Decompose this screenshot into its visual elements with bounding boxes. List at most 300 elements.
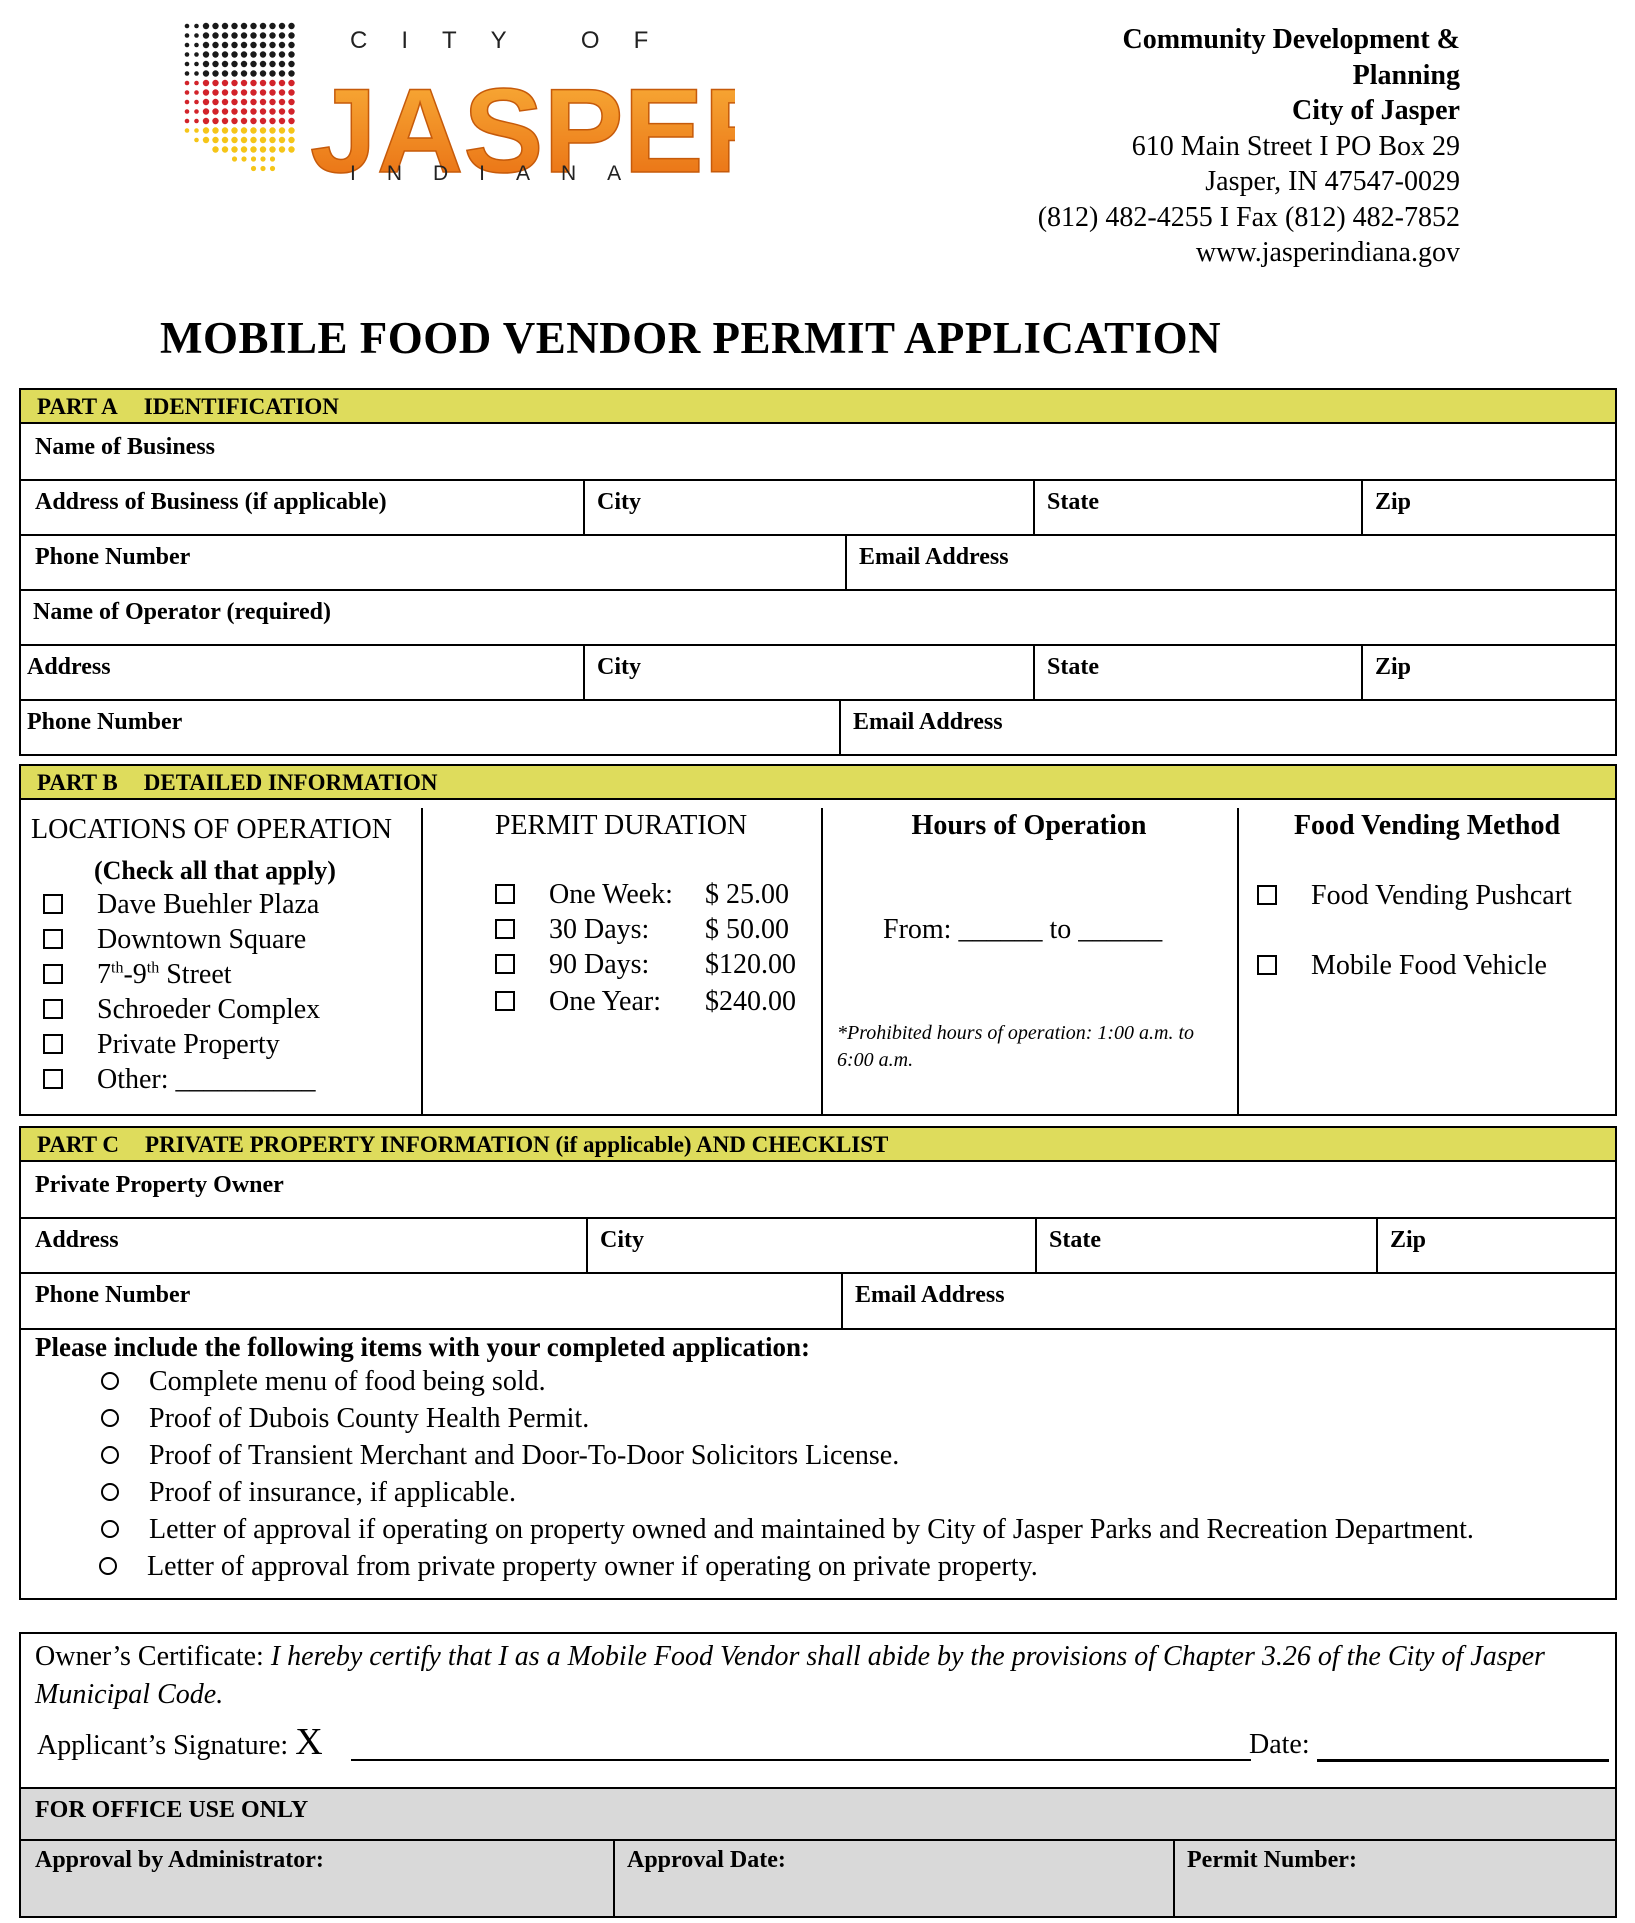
business-city-field[interactable]: City [597, 489, 641, 515]
logo-dot [231, 99, 237, 105]
logo-dot [185, 43, 190, 48]
location-label-street-prefix: 7 [97, 959, 111, 990]
radio-circle-icon[interactable] [101, 1409, 119, 1427]
logo-dot [222, 70, 228, 76]
logo-dot [231, 42, 237, 48]
checkbox-icon[interactable] [495, 919, 515, 939]
logo-dot [250, 108, 256, 114]
location-label-sup: th [146, 959, 160, 977]
logo-dot [185, 90, 190, 95]
operator-zip-field[interactable]: Zip [1375, 654, 1412, 680]
part-b-header [21, 766, 1615, 800]
checkbox-icon[interactable] [43, 1069, 63, 1089]
logo-dot [203, 118, 209, 124]
logo-dot [241, 51, 247, 57]
business-address-field[interactable]: Address of Business (if applicable) [35, 489, 387, 515]
checkbox-icon[interactable] [495, 991, 515, 1011]
logo-dot [250, 89, 256, 95]
checklist-item-label: Complete menu of food being sold. [149, 1366, 546, 1397]
logo-dot [260, 137, 266, 143]
business-state-field[interactable]: State [1047, 489, 1099, 515]
logo-dot [241, 80, 247, 86]
logo-dot [269, 127, 275, 133]
business-zip-field[interactable]: Zip [1375, 489, 1412, 515]
logo-dot [194, 62, 199, 67]
logo-dot [260, 61, 266, 67]
logo-dot [288, 89, 294, 95]
logo-dot [279, 99, 285, 105]
business-name-field[interactable]: Name of Business [35, 434, 216, 460]
logo-dot [279, 89, 285, 95]
logo-dot [279, 80, 285, 86]
logo-dot [269, 146, 275, 152]
logo-dot [222, 32, 228, 38]
method-label: Food Vending Pushcart [1311, 880, 1572, 911]
logo-dot [222, 99, 228, 105]
logo-dot [222, 146, 228, 152]
logo-dot [241, 32, 247, 38]
logo-dot [288, 51, 294, 57]
logo-dot [222, 118, 228, 124]
logo-dot [288, 42, 294, 48]
org-website[interactable]: www.jasperindiana.gov [1195, 237, 1460, 268]
logo-dot [185, 100, 190, 105]
logo-dot [279, 61, 285, 67]
logo-dot [260, 108, 266, 114]
logo-dot [250, 42, 256, 48]
logo-dot [222, 137, 228, 143]
logo-dot [185, 52, 190, 57]
logo-dot [231, 137, 237, 143]
logo-dot [241, 156, 246, 161]
logo-dot [194, 52, 199, 57]
logo-dot [231, 61, 237, 67]
logo-dot [231, 108, 237, 114]
logo-dot [212, 146, 218, 152]
logo-dot [288, 80, 294, 86]
logo-dot [269, 32, 275, 38]
logo-dot [270, 166, 275, 171]
duration-label: One Week: [549, 879, 673, 910]
part-b-section [19, 764, 1617, 1116]
checkbox-icon[interactable] [43, 964, 63, 984]
certificate-text: I hereby certify that I as a Mobile Food Vendor shall abide by the provisions of Chapter 3.26 of the City of Jasper Municipal Code. [35, 1641, 1545, 1710]
logo-dot [185, 33, 190, 38]
part-c-label: PART C [37, 1132, 120, 1157]
logo-dot [185, 81, 190, 86]
logo-dot [203, 80, 209, 86]
logo-dot [250, 23, 256, 29]
logo-dot [231, 89, 237, 95]
logo-main-text: JASPE [310, 64, 704, 198]
location-option-schroeder-complex[interactable] [43, 994, 320, 1026]
duration-option-one-week[interactable] [495, 879, 789, 911]
logo-dot [241, 127, 247, 133]
method-heading: Food Vending Method [1293, 810, 1561, 841]
logo-dot [288, 127, 294, 133]
location-label: Street [166, 959, 232, 990]
certificate-label: Owner’s Certificate: [35, 1641, 264, 1672]
duration-label: 30 Days: [549, 914, 650, 945]
location-label: Downtown Square [97, 924, 307, 955]
logo-dot [279, 146, 285, 152]
checklist-item[interactable] [101, 1403, 589, 1435]
logo-dot [203, 61, 209, 67]
checklist-item[interactable] [99, 1551, 1038, 1583]
logo-dot [279, 42, 285, 48]
logo-dot [279, 118, 285, 124]
logo-dot [231, 70, 237, 76]
permit-number-field[interactable]: Permit Number: [1187, 1847, 1357, 1873]
logo-dot [250, 127, 256, 133]
logo-dot [269, 23, 275, 29]
radio-circle-icon[interactable] [101, 1372, 119, 1390]
logo-dot [231, 51, 237, 57]
signature-line[interactable] [351, 1759, 1251, 1761]
logo-dot [212, 23, 218, 29]
logo-dot [260, 80, 266, 86]
location-label: Other: __________ [97, 1064, 316, 1095]
logo-dot [288, 61, 294, 67]
duration-option-90-days[interactable] [495, 949, 796, 981]
logo-dot [269, 80, 275, 86]
checklist-item-label: Proof of insurance, if applicable. [149, 1477, 516, 1508]
duration-price: $240.00 [705, 986, 796, 1017]
logo-dot [260, 70, 266, 76]
logo-dot [231, 32, 237, 38]
logo-dot [260, 118, 266, 124]
radio-circle-icon[interactable] [101, 1483, 119, 1501]
date-line[interactable] [1317, 1759, 1609, 1762]
logo-dot [241, 146, 247, 152]
logo-dot [288, 118, 294, 124]
org-line: Community Development & [1122, 24, 1460, 55]
logo-dot [279, 51, 285, 57]
logo-dot [260, 23, 266, 29]
logo-dot [269, 99, 275, 105]
certificate-section [19, 1632, 1617, 1918]
checkbox-icon[interactable] [495, 954, 515, 974]
logo-dot [194, 24, 199, 29]
logo-dot [222, 42, 228, 48]
logo-dot [269, 118, 275, 124]
city-logo [175, 20, 735, 220]
part-b-title: DETAILED INFORMATION [143, 770, 438, 795]
logo-dot [194, 119, 199, 124]
checklist-item-label: Letter of approval from private property owner if operating on private property. [147, 1551, 1038, 1582]
duration-option-30-days[interactable] [495, 914, 789, 946]
logo-dot-map-icon [185, 23, 295, 171]
logo-dot [269, 42, 275, 48]
logo-dot [203, 137, 209, 143]
logo-dot [260, 156, 265, 161]
logo-dot [185, 62, 190, 67]
logo-dot [194, 100, 199, 105]
checkbox-icon[interactable] [1257, 955, 1277, 975]
location-label: Private Property [97, 1029, 280, 1060]
logo-dot [203, 51, 209, 57]
checkbox-icon[interactable] [43, 929, 63, 949]
checkbox-icon[interactable] [1257, 885, 1277, 905]
property-address-field[interactable]: Address [35, 1227, 119, 1253]
logo-dot [203, 32, 209, 38]
logo-dot [270, 156, 275, 161]
logo-dot [250, 70, 256, 76]
logo-dot [250, 146, 256, 152]
logo-dot [222, 127, 228, 133]
property-phone-field[interactable]: Phone Number [35, 1282, 191, 1308]
location-option-private-property[interactable] [43, 1029, 280, 1061]
part-a-header [21, 390, 1615, 424]
logo-dot [279, 23, 285, 29]
logo-dot [260, 99, 266, 105]
logo-dot [222, 23, 228, 29]
logo-dot [203, 99, 209, 105]
logo-dot [231, 146, 237, 152]
logo-dot [269, 137, 275, 143]
operator-phone-field[interactable]: Phone Number [27, 709, 183, 735]
logo-dot [288, 23, 294, 29]
duration-price: $ 50.00 [705, 914, 789, 945]
location-label-street-mid: -9 [123, 959, 147, 990]
logo-dot [212, 80, 218, 86]
logo-dot [241, 99, 247, 105]
location-label-sup: th [111, 959, 124, 977]
logo-dot [251, 156, 256, 161]
logo-dot [212, 51, 218, 57]
checklist-item[interactable] [101, 1477, 516, 1509]
logo-dot [288, 146, 294, 152]
duration-label: One Year: [549, 986, 661, 1017]
logo-dot [194, 90, 199, 95]
logo-dot [241, 61, 247, 67]
logo-dot [231, 118, 237, 124]
logo-dot [260, 51, 266, 57]
logo-dot [288, 137, 294, 143]
method-option-mobile-vehicle[interactable] [1257, 950, 1547, 982]
location-label: Dave Buehler Plaza [97, 889, 320, 920]
checklist-item[interactable] [101, 1514, 1474, 1546]
logo-dot [260, 166, 265, 171]
checkbox-icon[interactable] [43, 999, 63, 1019]
logo-dot [203, 70, 209, 76]
logo-dot [212, 70, 218, 76]
logo-dot [241, 89, 247, 95]
logo-dot [194, 81, 199, 86]
logo-dot [269, 89, 275, 95]
logo-dot [194, 71, 199, 76]
logo-dot [212, 127, 218, 133]
checklist-intro: Please include the following items with your completed application: [35, 1332, 810, 1362]
logo-dot [203, 42, 209, 48]
logo-dot [279, 127, 285, 133]
duration-option-one-year[interactable] [495, 986, 796, 1018]
logo-dot [269, 61, 275, 67]
logo-dot [222, 108, 228, 114]
logo-dot [241, 42, 247, 48]
logo-dot [241, 118, 247, 124]
logo-dot [222, 61, 228, 67]
business-email-field[interactable]: Email Address [859, 544, 1009, 570]
office-use-heading: FOR OFFICE USE ONLY [35, 1797, 309, 1823]
operator-name-field[interactable]: Name of Operator (required) [33, 599, 331, 625]
org-address-block [1038, 22, 1460, 271]
logo-dot [251, 166, 256, 171]
property-email-field[interactable]: Email Address [855, 1282, 1005, 1308]
logo-dot [212, 32, 218, 38]
org-line: 610 Main Street I PO Box 29 [1131, 130, 1460, 162]
office-use-header [21, 1787, 1615, 1841]
checklist-item-label: Proof of Transient Merchant and Door-To-Door Solicitors License. [149, 1440, 900, 1471]
logo-dot [269, 70, 275, 76]
logo-dot [185, 128, 190, 133]
logo-dot [250, 80, 256, 86]
logo-dot [212, 99, 218, 105]
logo-dot [279, 32, 285, 38]
logo-dot [279, 108, 285, 114]
logo-dot [241, 70, 247, 76]
property-state-field[interactable]: State [1049, 1227, 1101, 1253]
logo-dot [241, 23, 247, 29]
logo-dot [231, 127, 237, 133]
logo-dot [212, 42, 218, 48]
hours-note: *Prohibited hours of operation: 1:00 a.m. to 6:00 a.m. [837, 1022, 1195, 1071]
logo-dot [260, 42, 266, 48]
duration-label: 90 Days: [549, 949, 650, 980]
logo-dot [241, 108, 247, 114]
logo-dot [288, 108, 294, 114]
logo-dot [222, 80, 228, 86]
logo-dot [185, 24, 190, 29]
org-line: Planning [1352, 59, 1460, 91]
logo-dot [260, 89, 266, 95]
logo-dot [194, 43, 199, 48]
logo-dot [288, 99, 294, 105]
checklist-item-label: Proof of Dubois County Health Permit. [149, 1403, 590, 1434]
logo-dot [260, 127, 266, 133]
date-label: Date: [1249, 1729, 1310, 1760]
locations-heading: LOCATIONS OF OPERATION [31, 814, 392, 845]
operator-city-field[interactable]: City [597, 654, 641, 680]
logo-dot [279, 137, 285, 143]
logo-dot [250, 32, 256, 38]
org-line: City of Jasper [1292, 95, 1460, 126]
logo-dot [212, 89, 218, 95]
logo-dot [203, 108, 209, 114]
checkbox-icon[interactable] [43, 894, 63, 914]
checklist-item-label: Letter of approval if operating on property owned and maintained by City of Jasper Parks and Recreation Department. [149, 1514, 1474, 1545]
checkbox-icon[interactable] [495, 884, 515, 904]
radio-circle-icon[interactable] [101, 1520, 119, 1538]
hours-heading: Hours of Operation [911, 810, 1147, 841]
logo-dot [203, 89, 209, 95]
logo-dot [250, 61, 256, 67]
logo-dot [269, 108, 275, 114]
signature-mark: X [295, 1721, 323, 1763]
approval-date-field[interactable]: Approval Date: [627, 1847, 786, 1873]
location-option-dave-buehler-plaza[interactable] [43, 889, 319, 921]
checkbox-icon[interactable] [43, 1034, 63, 1054]
location-option-7th-9th-street[interactable] [43, 959, 232, 991]
part-a-section [19, 388, 1617, 756]
logo-dot [203, 23, 209, 29]
part-b-label: PART B [37, 770, 118, 795]
property-zip-field[interactable]: Zip [1390, 1227, 1427, 1253]
logo-dot [232, 156, 237, 161]
property-owner-field[interactable]: Private Property Owner [35, 1172, 284, 1198]
logo-dot [185, 119, 190, 124]
duration-price: $ 25.00 [705, 879, 789, 910]
signature-label: Applicant’s Signature: [37, 1730, 289, 1761]
logo-dot [203, 127, 209, 133]
page-title: MOBILE FOOD VENDOR PERMIT APPLICATION [160, 313, 1222, 363]
location-label: Schroeder Complex [97, 994, 321, 1025]
logo-dot [212, 137, 218, 143]
radio-circle-icon[interactable] [101, 1446, 119, 1464]
org-line: Jasper, IN 47547-0029 [1205, 166, 1460, 197]
logo-dot [194, 33, 199, 38]
logo-dot [194, 138, 199, 143]
org-line: (812) 482-4255 I Fax (812) 482-7852 [1037, 201, 1460, 233]
office-use-row [21, 1841, 1615, 1916]
logo-dot [269, 51, 275, 57]
radio-circle-icon[interactable] [99, 1557, 117, 1575]
logo-dot [288, 32, 294, 38]
part-c-header [21, 1128, 1615, 1162]
logo-dot [222, 89, 228, 95]
method-option-pushcart[interactable] [1257, 880, 1572, 912]
operator-state-field[interactable]: State [1047, 654, 1099, 680]
signature-row [37, 1720, 323, 1764]
logo-dot [212, 61, 218, 67]
logo-dot [212, 108, 218, 114]
logo-dot [250, 137, 256, 143]
part-c-title: PRIVATE PROPERTY INFORMATION (if applicable) AND CHECKLIST [145, 1132, 889, 1157]
property-city-field[interactable]: City [600, 1227, 644, 1253]
operator-email-field[interactable]: Email Address [853, 709, 1003, 735]
business-phone-field[interactable]: Phone Number [35, 544, 191, 570]
logo-dot [194, 109, 199, 114]
operator-address-field[interactable]: Address [27, 654, 111, 680]
hours-from-to-field[interactable]: From: ______ to ______ [883, 914, 1163, 945]
logo-dot [260, 146, 266, 152]
location-option-downtown-square[interactable] [43, 924, 306, 956]
logo-dot [194, 128, 199, 133]
duration-price: $120.00 [705, 949, 796, 980]
logo-dot [231, 23, 237, 29]
part-a-title: IDENTIFICATION [143, 394, 339, 419]
checklist-item[interactable] [101, 1366, 546, 1398]
logo-dot [222, 51, 228, 57]
logo-bottom-text: INDIANA [350, 162, 653, 185]
logo-dot [288, 70, 294, 76]
approval-by-field[interactable]: Approval by Administrator: [35, 1847, 324, 1873]
duration-heading: PERMIT DURATION [494, 810, 748, 841]
location-option-other[interactable] [43, 1064, 316, 1096]
logo-dot [260, 32, 266, 38]
checklist-item[interactable] [101, 1440, 899, 1472]
logo-dot [279, 70, 285, 76]
logo-dot [185, 71, 190, 76]
logo-dot [185, 109, 190, 114]
part-c-section [19, 1126, 1617, 1600]
logo-top-text: CITY OF [350, 27, 683, 54]
logo-dot [250, 51, 256, 57]
logo-dot [212, 118, 218, 124]
logo-dot [231, 80, 237, 86]
logo-dot [250, 99, 256, 105]
locations-subheading: (Check all that apply) [94, 856, 336, 885]
